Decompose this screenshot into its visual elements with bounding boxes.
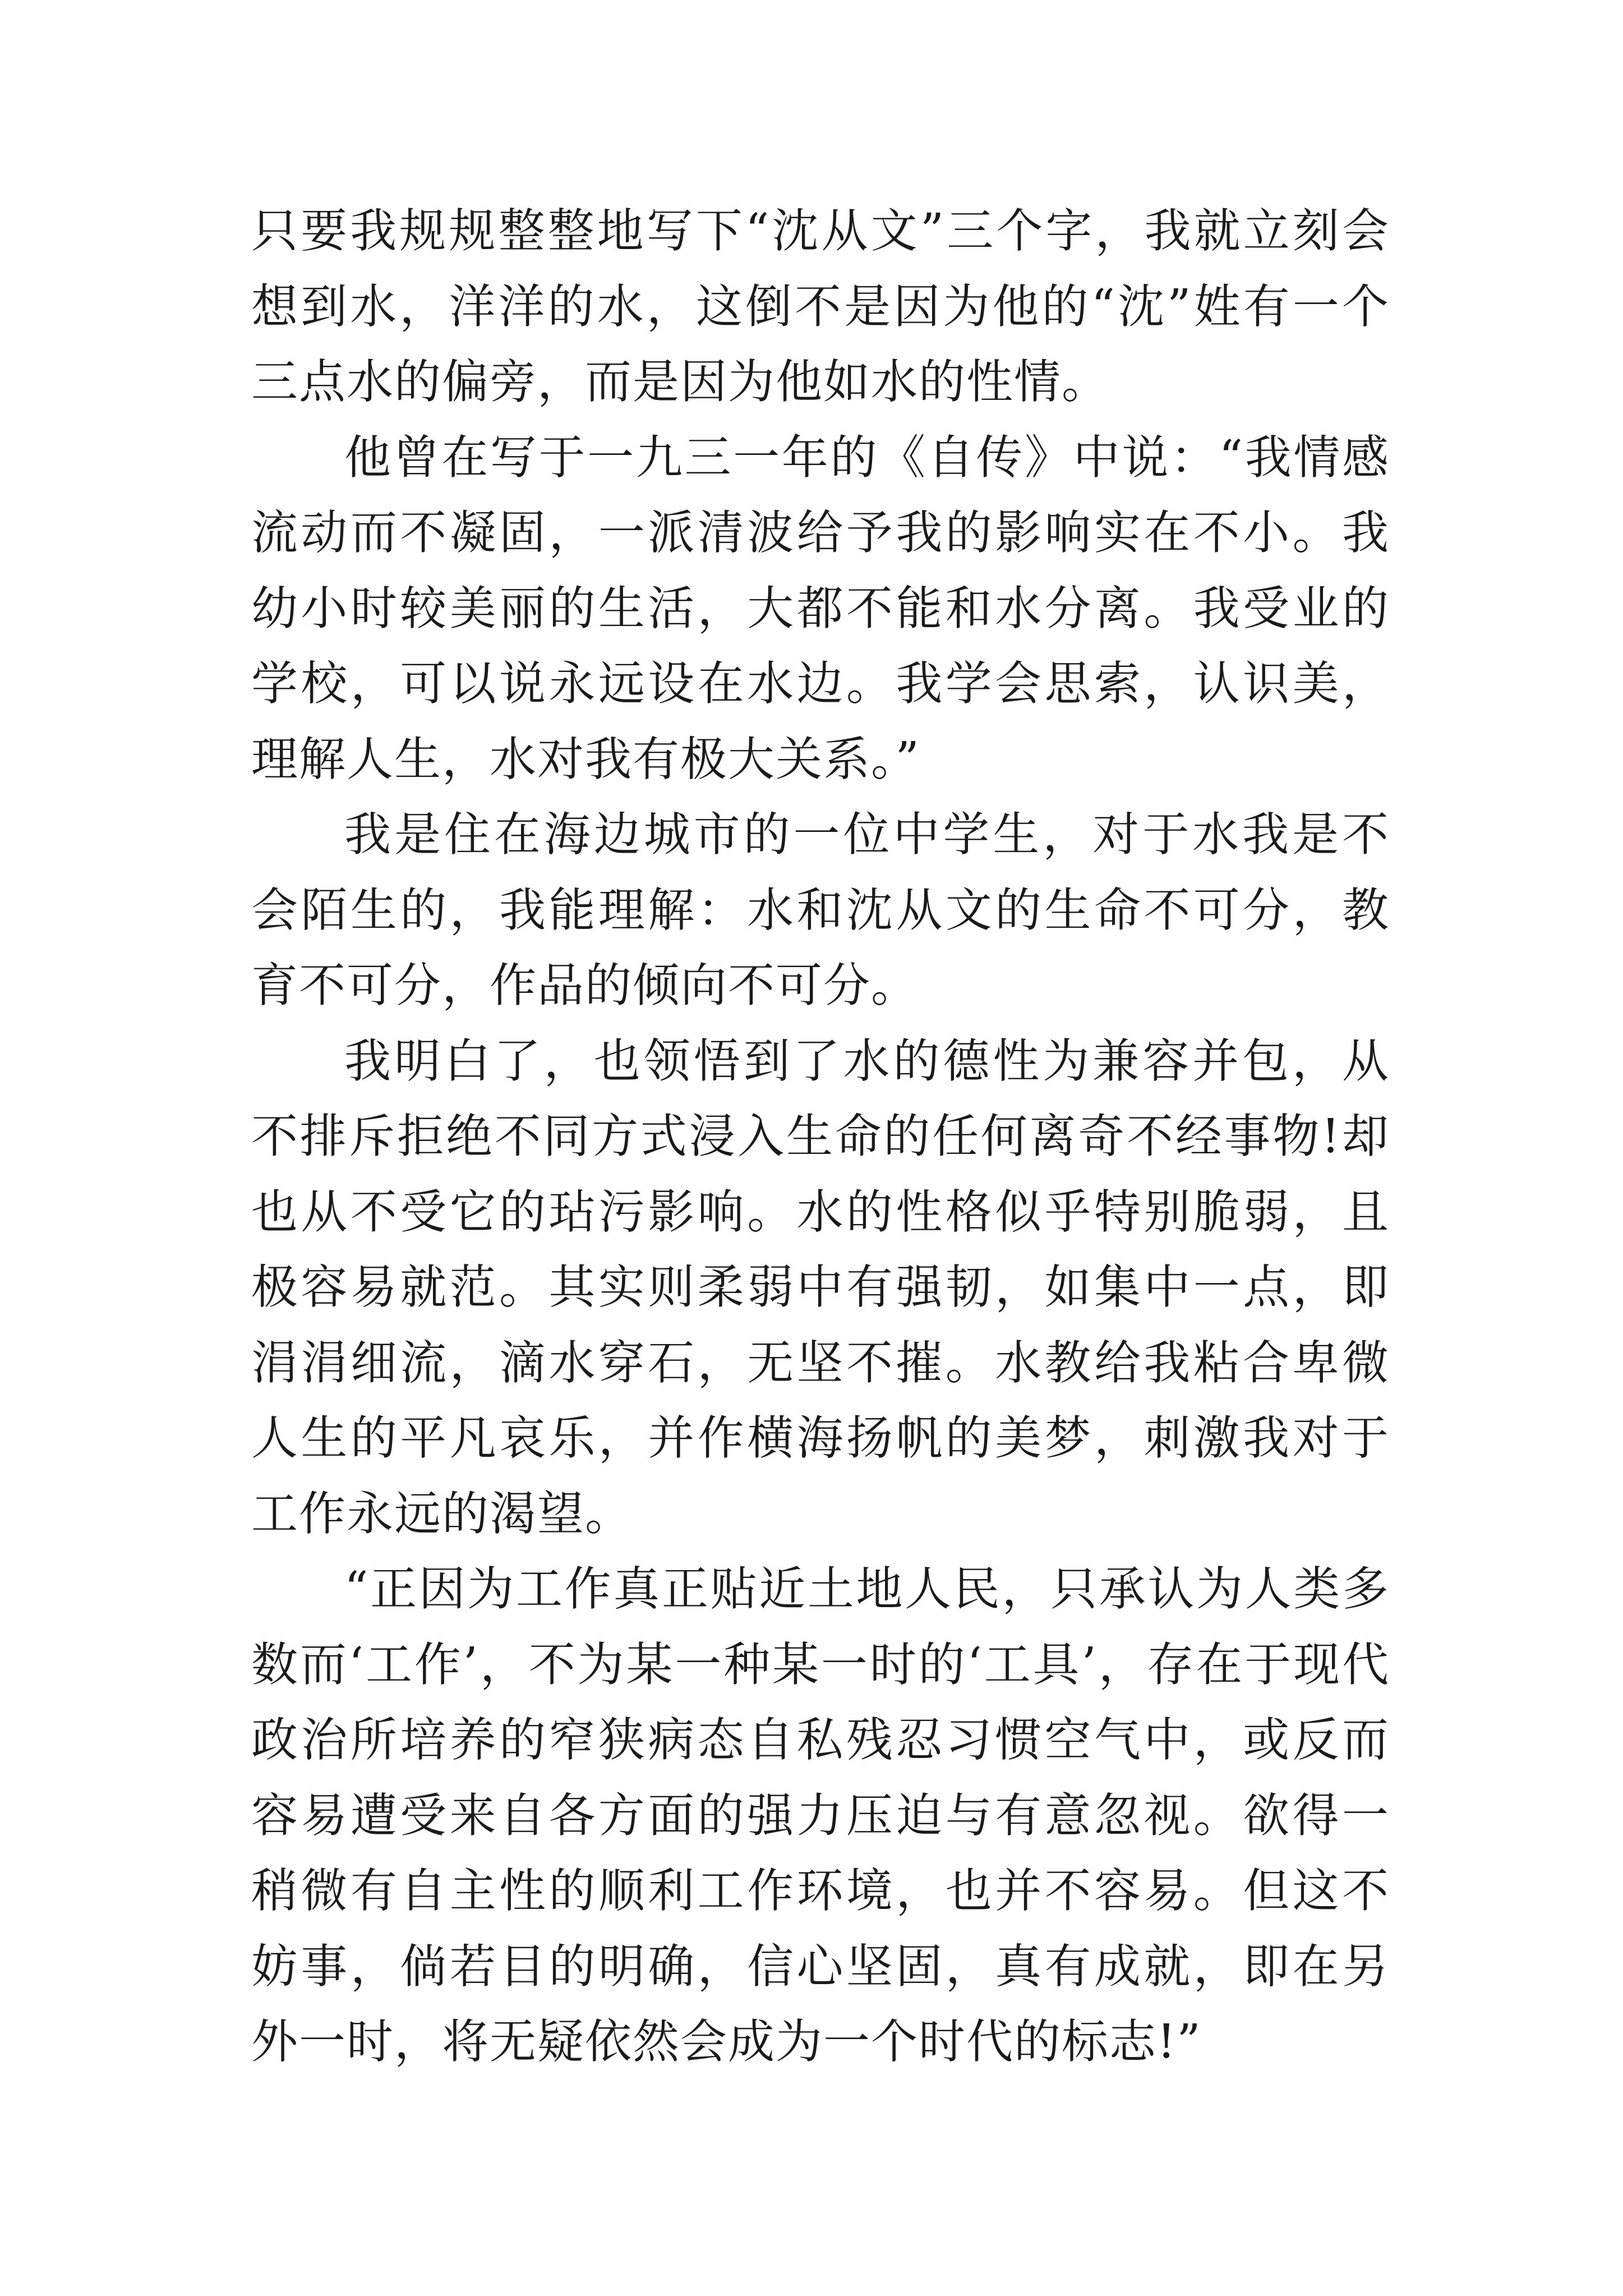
paragraph-1: 只要我规规整整地写下“沈从文”三个字，我就立刻会想到水，洋洋的水，这倒不是因为他的“沈”姓有一个三点水的偏旁，而是因为他如水的性情。 — [251, 204, 1390, 409]
paragraph-2: 他曾在写于一九三一年的《自传》中说：“我情感流动而不凝固，一派清波给予我的影响实在不小。我幼小时较美丽的生活，大都不能和水分离。我受业的学校，可以说永远设在水边。我学会思索，认识美，理解人生，水对我有极大关系。” — [251, 430, 1390, 786]
paragraph-3: 我是住在海边城市的一位中学生，对于水我是不会陌生的，我能理解：水和沈从文的生命不可分，教育不可分，作品的倾向不可分。 — [251, 807, 1390, 1013]
paragraph-5: “正因为工作真正贴近土地人民，只承认为人类多数而‘工作’，不为某一种某一时的‘工具’，存在于现代政治所培养的窄狭病态自私残忍习惯空气中，或反而容易遭受来自各方面的强力压迫与有意忽视。欲得一稍微有自主性的顺利工作环境，也并不容易。但这不妨事，倘若目的明确，信心坚固，真有成就，即在另外一时，将无疑依然会成为一个时代的标志!” — [251, 1562, 1390, 2069]
paragraph-4: 我明白了，也领悟到了水的德性为兼容并包，从不排斥拒绝不同方式浸入生命的任何离奇不经事物!却也从不受它的玷污影响。水的性格似乎特别脆弱，且极容易就范。其实则柔弱中有强韧，如集中一点，即涓涓细流，滴水穿石，无坚不摧。水教给我粘合卑微人生的平凡哀乐，并作横海扬帆的美梦，刺激我对于工作永远的渴望。 — [251, 1033, 1390, 1541]
document-body — [251, 194, 1390, 2080]
